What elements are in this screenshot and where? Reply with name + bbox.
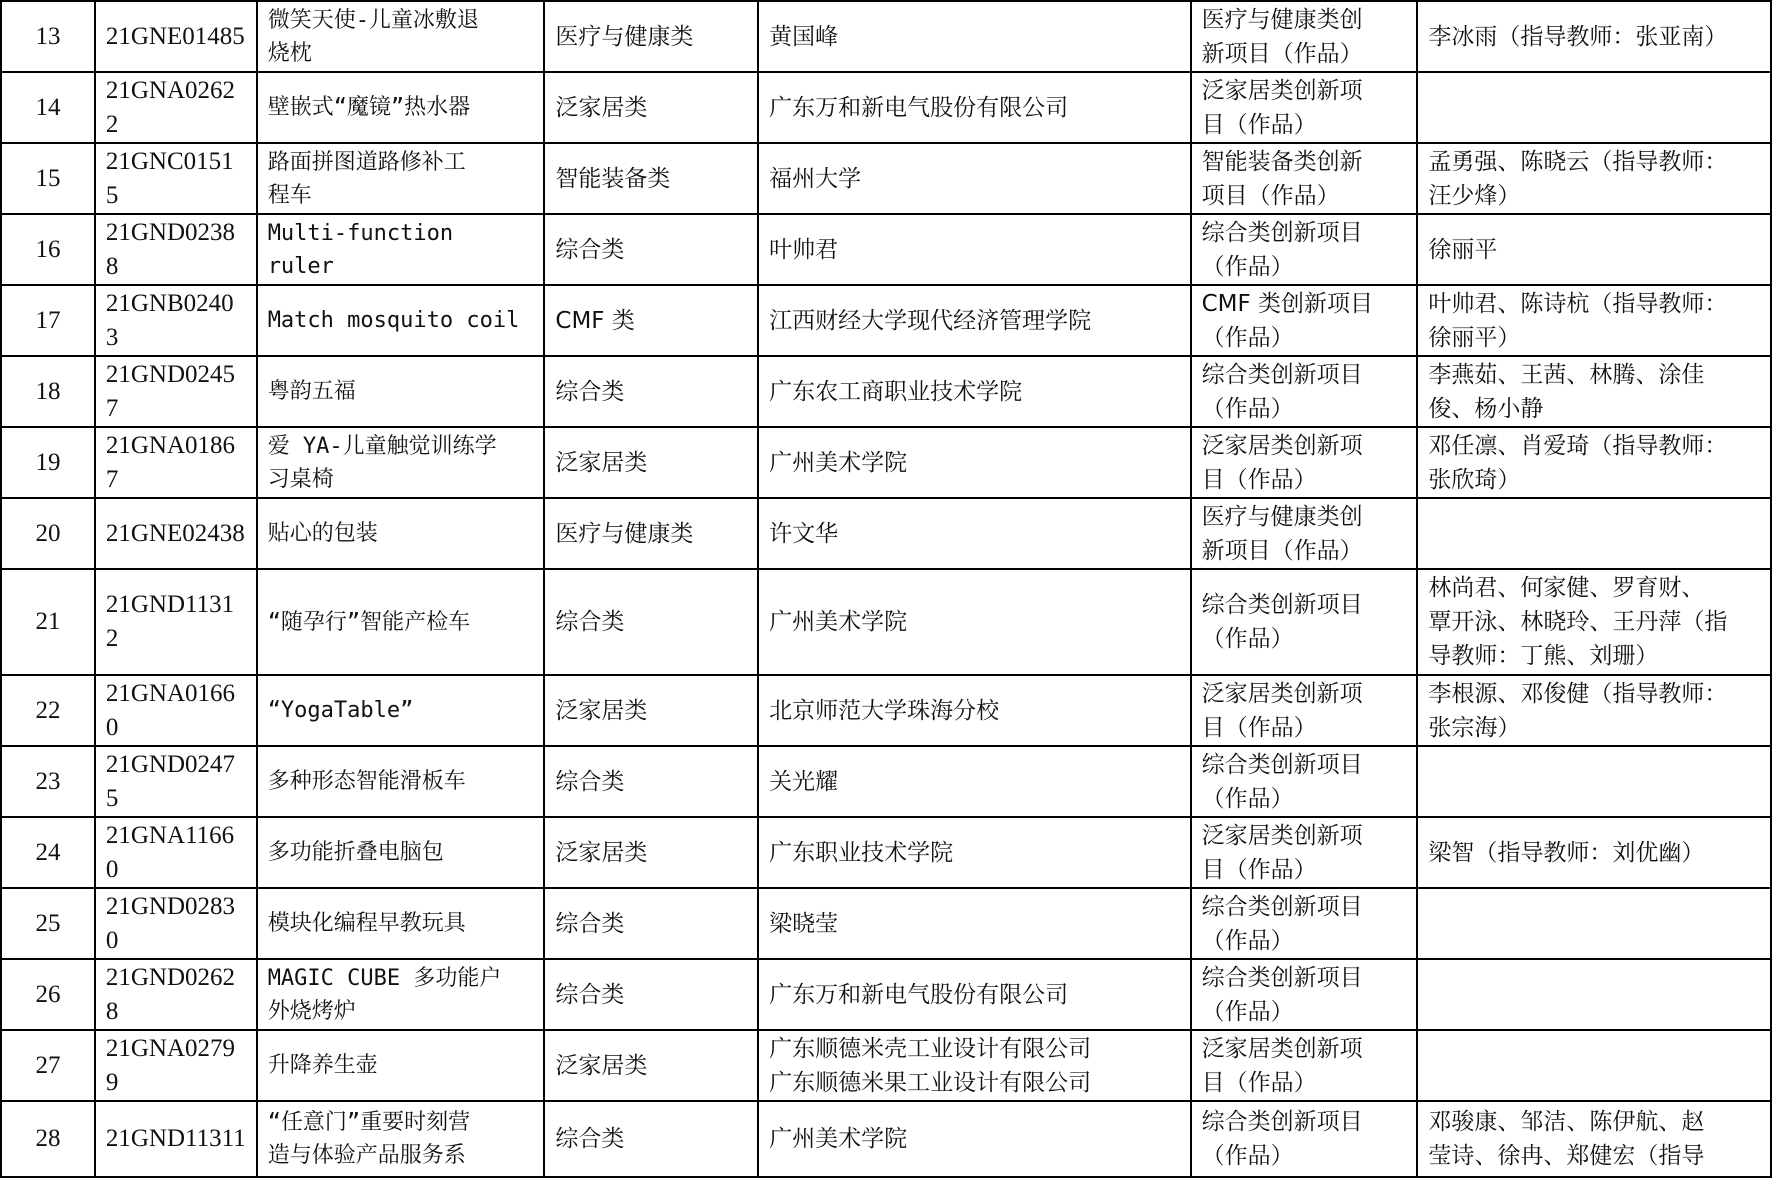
applicant-unit-cell: 北京师范大学珠海分校 bbox=[758, 675, 1190, 746]
row-number-cell: 17 bbox=[1, 285, 95, 356]
applicant-unit-cell: 广东顺德米壳工业设计有限公司 广东顺德米果工业设计有限公司 bbox=[758, 1030, 1190, 1101]
row-number-cell: 26 bbox=[1, 959, 95, 1030]
award-type-cell: 泛家居类创新项 目（作品） bbox=[1191, 72, 1418, 143]
project-code-cell: 21GNA01867 bbox=[95, 427, 257, 498]
row-number-cell: 21 bbox=[1, 569, 95, 675]
project-name-cell: “随孕行”智能产检车 bbox=[257, 569, 545, 675]
category-cell: 医疗与健康类 bbox=[544, 498, 758, 569]
table-row bbox=[1, 675, 1771, 746]
award-type-cell: 综合类创新项目 （作品） bbox=[1191, 746, 1418, 817]
project-name-cell: 壁嵌式“魔镜”热水器 bbox=[257, 72, 545, 143]
table-row bbox=[1, 569, 1771, 675]
table-row bbox=[1, 1101, 1771, 1177]
applicant-unit-cell: 广州美术学院 bbox=[758, 1101, 1190, 1177]
team-members-cell bbox=[1417, 959, 1771, 1030]
award-type-cell: 医疗与健康类创 新项目（作品） bbox=[1191, 498, 1418, 569]
award-type-cell: 综合类创新项目 （作品） bbox=[1191, 888, 1418, 959]
table-row bbox=[1, 356, 1771, 427]
table-row bbox=[1, 72, 1771, 143]
team-members-cell bbox=[1417, 888, 1771, 959]
category-cell: 泛家居类 bbox=[544, 675, 758, 746]
project-name-cell: 路面拼图道路修补工 程车 bbox=[257, 143, 545, 214]
category-cell: 综合类 bbox=[544, 214, 758, 285]
award-type-cell: 综合类创新项目 （作品） bbox=[1191, 1101, 1418, 1177]
row-number-cell: 22 bbox=[1, 675, 95, 746]
table-row bbox=[1, 143, 1771, 214]
table-row bbox=[1, 285, 1771, 356]
category-cell: 综合类 bbox=[544, 888, 758, 959]
category-cell: 综合类 bbox=[544, 1101, 758, 1177]
row-number-cell: 18 bbox=[1, 356, 95, 427]
award-type-cell: 综合类创新项目 （作品） bbox=[1191, 569, 1418, 675]
category-cell: 医疗与健康类 bbox=[544, 1, 758, 72]
project-code-cell: 21GNA01660 bbox=[95, 675, 257, 746]
team-members-cell: 叶帅君、陈诗杭（指导教师： 徐丽平） bbox=[1417, 285, 1771, 356]
team-members-cell: 邓任凛、肖爱琦（指导教师： 张欣琦） bbox=[1417, 427, 1771, 498]
row-number-cell: 19 bbox=[1, 427, 95, 498]
category-cell: CMF 类 bbox=[544, 285, 758, 356]
team-members-cell: 孟勇强、陈晓云（指导教师： 汪少烽） bbox=[1417, 143, 1771, 214]
category-cell: 泛家居类 bbox=[544, 1030, 758, 1101]
table-row bbox=[1, 959, 1771, 1030]
applicant-unit-cell: 叶帅君 bbox=[758, 214, 1190, 285]
table-row bbox=[1, 214, 1771, 285]
applicant-unit-cell: 广州美术学院 bbox=[758, 569, 1190, 675]
row-number-cell: 28 bbox=[1, 1101, 95, 1177]
project-name-cell: 模块化编程早教玩具 bbox=[257, 888, 545, 959]
category-cell: 泛家居类 bbox=[544, 72, 758, 143]
applicant-unit-cell: 梁晓莹 bbox=[758, 888, 1190, 959]
project-name-cell: 粤韵五福 bbox=[257, 356, 545, 427]
project-code-cell: 21GND02830 bbox=[95, 888, 257, 959]
row-number-cell: 27 bbox=[1, 1030, 95, 1101]
award-type-cell: 综合类创新项目 （作品） bbox=[1191, 214, 1418, 285]
team-members-cell bbox=[1417, 1030, 1771, 1101]
project-code-cell: 21GND02628 bbox=[95, 959, 257, 1030]
team-members-cell bbox=[1417, 746, 1771, 817]
award-type-cell: 智能装备类创新 项目（作品） bbox=[1191, 143, 1418, 214]
row-number-cell: 15 bbox=[1, 143, 95, 214]
table-row bbox=[1, 817, 1771, 888]
project-code-cell: 21GND02475 bbox=[95, 746, 257, 817]
table-row bbox=[1, 427, 1771, 498]
applicant-unit-cell: 广东万和新电气股份有限公司 bbox=[758, 72, 1190, 143]
project-name-cell: 多功能折叠电脑包 bbox=[257, 817, 545, 888]
category-cell: 综合类 bbox=[544, 356, 758, 427]
project-code-cell: 21GNE01485 bbox=[95, 1, 257, 72]
applicant-unit-cell: 黄国峰 bbox=[758, 1, 1190, 72]
team-members-cell: 李根源、邓俊健（指导教师： 张宗海） bbox=[1417, 675, 1771, 746]
award-type-cell: 医疗与健康类创 新项目（作品） bbox=[1191, 1, 1418, 72]
project-code-cell: 21GNC01515 bbox=[95, 143, 257, 214]
row-number-cell: 24 bbox=[1, 817, 95, 888]
applicant-unit-cell: 福州大学 bbox=[758, 143, 1190, 214]
team-members-cell: 徐丽平 bbox=[1417, 214, 1771, 285]
category-cell: 泛家居类 bbox=[544, 427, 758, 498]
project-name-cell: “YogaTable” bbox=[257, 675, 545, 746]
team-members-cell: 李燕茹、王茜、林腾、涂佳 俊、杨小静 bbox=[1417, 356, 1771, 427]
award-type-cell: 泛家居类创新项 目（作品） bbox=[1191, 427, 1418, 498]
team-members-cell: 邓骏康、邹洁、陈伊航、赵 莹诗、徐冉、郑健宏（指导 bbox=[1417, 1101, 1771, 1177]
team-members-cell bbox=[1417, 498, 1771, 569]
project-code-cell: 21GNA11660 bbox=[95, 817, 257, 888]
category-cell: 综合类 bbox=[544, 569, 758, 675]
category-cell: 综合类 bbox=[544, 746, 758, 817]
award-type-cell: 泛家居类创新项 目（作品） bbox=[1191, 1030, 1418, 1101]
project-name-cell: 多种形态智能滑板车 bbox=[257, 746, 545, 817]
project-name-cell: Match mosquito coil bbox=[257, 285, 545, 356]
row-number-cell: 25 bbox=[1, 888, 95, 959]
award-type-cell: 综合类创新项目 （作品） bbox=[1191, 959, 1418, 1030]
table-row bbox=[1, 1030, 1771, 1101]
table-row bbox=[1, 498, 1771, 569]
row-number-cell: 14 bbox=[1, 72, 95, 143]
project-name-cell: MAGIC CUBE 多功能户 外烧烤炉 bbox=[257, 959, 545, 1030]
row-number-cell: 20 bbox=[1, 498, 95, 569]
project-code-cell: 21GNA02622 bbox=[95, 72, 257, 143]
table-row bbox=[1, 1, 1771, 72]
category-cell: 智能装备类 bbox=[544, 143, 758, 214]
project-name-cell: 爱 YA-儿童触觉训练学 习桌椅 bbox=[257, 427, 545, 498]
row-number-cell: 16 bbox=[1, 214, 95, 285]
project-name-cell: 微笑天使-儿童冰敷退 烧枕 bbox=[257, 1, 545, 72]
team-members-cell bbox=[1417, 72, 1771, 143]
applicant-unit-cell: 广东职业技术学院 bbox=[758, 817, 1190, 888]
row-number-cell: 13 bbox=[1, 1, 95, 72]
team-members-cell: 林尚君、何家健、罗育财、 覃开泳、林晓玲、王丹萍（指 导教师：丁熊、刘珊） bbox=[1417, 569, 1771, 675]
category-cell: 泛家居类 bbox=[544, 817, 758, 888]
team-members-cell: 梁智（指导教师：刘优幽） bbox=[1417, 817, 1771, 888]
table-row bbox=[1, 888, 1771, 959]
applicant-unit-cell: 许文华 bbox=[758, 498, 1190, 569]
project-code-cell: 21GND02388 bbox=[95, 214, 257, 285]
award-type-cell: CMF 类创新项目 （作品） bbox=[1191, 285, 1418, 356]
team-members-cell: 李冰雨（指导教师：张亚南） bbox=[1417, 1, 1771, 72]
award-type-cell: 泛家居类创新项 目（作品） bbox=[1191, 817, 1418, 888]
row-number-cell: 23 bbox=[1, 746, 95, 817]
project-name-cell: “任意门”重要时刻营 造与体验产品服务系 bbox=[257, 1101, 545, 1177]
project-code-cell: 21GNB02403 bbox=[95, 285, 257, 356]
project-code-cell: 21GND11311 bbox=[95, 1101, 257, 1177]
table-row bbox=[1, 746, 1771, 817]
table-body bbox=[1, 1, 1771, 1177]
project-code-cell: 21GNE02438 bbox=[95, 498, 257, 569]
category-cell: 综合类 bbox=[544, 959, 758, 1030]
project-code-cell: 21GNA02799 bbox=[95, 1030, 257, 1101]
project-name-cell: 升降养生壶 bbox=[257, 1030, 545, 1101]
award-type-cell: 综合类创新项目 （作品） bbox=[1191, 356, 1418, 427]
applicant-unit-cell: 江西财经大学现代经济管理学院 bbox=[758, 285, 1190, 356]
applicant-unit-cell: 关光耀 bbox=[758, 746, 1190, 817]
project-name-cell: Multi-function ruler bbox=[257, 214, 545, 285]
applicant-unit-cell: 广州美术学院 bbox=[758, 427, 1190, 498]
award-type-cell: 泛家居类创新项 目（作品） bbox=[1191, 675, 1418, 746]
project-code-cell: 21GND11312 bbox=[95, 569, 257, 675]
project-name-cell: 贴心的包装 bbox=[257, 498, 545, 569]
applicant-unit-cell: 广东农工商职业技术学院 bbox=[758, 356, 1190, 427]
project-code-cell: 21GND02457 bbox=[95, 356, 257, 427]
applicant-unit-cell: 广东万和新电气股份有限公司 bbox=[758, 959, 1190, 1030]
